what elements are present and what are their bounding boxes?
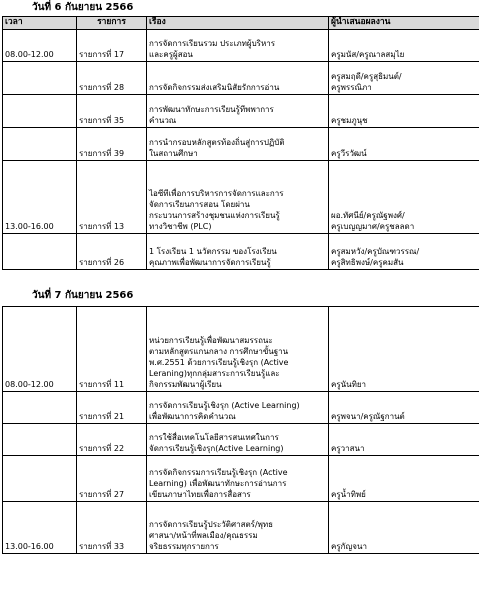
topic-cell: [147, 307, 329, 392]
day2-title: วันที่ 7 กันยายน 2566: [32, 290, 134, 301]
item-cell: รายการที่ 21: [77, 392, 147, 424]
topic-cell-line: จัดการเรียนการสอน โดยผ่าน: [149, 200, 250, 209]
item-cell: รายการที่ 17: [77, 30, 147, 62]
presenter-cell-line: ครูนันทิยา: [331, 380, 367, 389]
day2-schedule-table: [2, 306, 479, 554]
topic-cell-line: การพัฒนาทักษะการเรียนรู้ทีพพาการ: [149, 105, 274, 114]
item-cell: รายการที่ 27: [77, 456, 147, 502]
topic-cell-line: คำนวณ: [149, 116, 177, 125]
item-cell: รายการที่ 26: [77, 234, 147, 270]
presenter-cell: [329, 502, 479, 554]
table-row: [3, 128, 479, 161]
time-cell: 08.00-12.00: [3, 30, 77, 62]
topic-cell-line: และครูผู้สอน: [149, 50, 193, 59]
header-presenter: ผู้นำเสนอผลงาน: [329, 17, 479, 30]
time-cell: [3, 62, 77, 95]
topic-cell-line: การจัดการเรียนรู้เชิงรุก (Active Learning): [149, 401, 300, 410]
topic-cell-line: Leraning)ทุกกลุ่มสาระการเรียนรู้และ: [149, 369, 280, 378]
topic-cell: [147, 62, 329, 95]
topic-cell-line: การจัดการเรียนรู้ประวัติศาสตร์/พุทธ: [149, 520, 274, 529]
topic-cell: [147, 234, 329, 270]
time-cell: [3, 424, 77, 456]
presenter-cell-line: ครูสิทธิพงษ์/ครูคมสัน: [331, 258, 404, 267]
header-row: [3, 17, 479, 30]
presenter-cell-line: ครูมนัส/ครูณาลสมุไย: [331, 50, 405, 59]
topic-cell-line: คุณภาพเพื่อพัฒนาการจัดการเรียนรู้: [149, 258, 271, 267]
topic-cell-line: จริยธรรมทุกรายการ: [149, 542, 219, 551]
topic-cell-line: ศาสนา/หน้าที่พลเมือง/คุณธรรม: [149, 531, 258, 540]
topic-cell-line: เขียนภาษาไทยเพื่อการสื่อสาร: [149, 490, 251, 499]
presenter-cell: [329, 95, 479, 128]
presenter-cell-line: ครูพจนา/ครูณัฐกานต์: [331, 412, 405, 421]
presenter-cell-line: ครูวาสนา: [331, 444, 365, 453]
presenter-cell-line: ผอ.ทัศนีย์/ครูณัฐพงศ์/: [331, 211, 405, 220]
topic-cell-line: Learning) เพื่อพัฒนาทักษะการอ่านการ: [149, 479, 287, 488]
topic-cell-line: 1 โรงเรียน 1 นวัตกรรม ของโรงเรียน: [149, 247, 277, 256]
day1-schedule-table: [2, 16, 479, 270]
topic-cell: [147, 128, 329, 161]
presenter-cell-line: ครูพรรณิภา: [331, 83, 372, 92]
table-row: [3, 95, 479, 128]
presenter-cell-line: ครูน้ำทิพย์: [331, 490, 366, 499]
topic-cell: [147, 456, 329, 502]
table-row: [3, 424, 479, 456]
table-row: [3, 62, 479, 95]
topic-cell-line: หน่วยการเรียนรู้เพื่อพัฒนาสมรรถนะ: [149, 336, 273, 345]
item-cell: รายการที่ 35: [77, 95, 147, 128]
presenter-cell: [329, 128, 479, 161]
item-cell: รายการที่ 11: [77, 307, 147, 392]
table-row: [3, 392, 479, 424]
time-cell: [3, 128, 77, 161]
presenter-cell: [329, 62, 479, 95]
presenter-cell: [329, 234, 479, 270]
time-cell: [3, 95, 77, 128]
presenter-cell-line: ครูสมหวัง/ครูบัณฑวรรณ/: [331, 247, 420, 256]
topic-cell-line: จัดการเรียนรู้เชิงรุก(Active Learning): [149, 444, 284, 453]
time-cell: [3, 456, 77, 502]
time-cell: [3, 234, 77, 270]
topic-cell: [147, 30, 329, 62]
presenter-cell-line: ครูกัญจนา: [331, 542, 367, 551]
presenter-cell-line: ครูเบญญมาศ/ครูชลลดา: [331, 222, 415, 231]
topic-cell: [147, 424, 329, 456]
topic-cell-line: การจัดการเรียนรวม ประเภทผู้บริหาร: [149, 39, 276, 48]
item-cell: รายการที่ 22: [77, 424, 147, 456]
table-row: [3, 234, 479, 270]
time-cell: 13.00-16.00: [3, 502, 77, 554]
table-row: [3, 307, 479, 392]
item-cell: รายการที่ 28: [77, 62, 147, 95]
topic-cell-line: ในสถานศึกษา: [149, 149, 198, 158]
header-time: เวลา: [3, 17, 77, 30]
table-row: [3, 456, 479, 502]
presenter-cell: [329, 392, 479, 424]
presenter-cell: [329, 424, 479, 456]
time-cell: [3, 392, 77, 424]
topic-cell-line: การจัดกิจกรรมส่งเสริมนิสัยรักการอ่าน: [149, 83, 280, 92]
day1-title: วันที่ 6 กันยายน 2566: [32, 2, 134, 13]
item-cell: รายการที่ 33: [77, 502, 147, 554]
topic-cell-line: การใช้สื่อเทคโนโลยีสารสนเทศในการ: [149, 433, 279, 442]
presenter-cell: [329, 307, 479, 392]
topic-cell-line: ไอซีทีเพื่อการบริหารการจัดการและการ: [149, 189, 284, 198]
presenter-cell: [329, 456, 479, 502]
topic-cell-line: การจัดกิจกรรมการเรียนรู้เชิงรุก (Active: [149, 468, 288, 477]
topic-cell-line: เพื่อพัฒนาการคิดคำนวณ: [149, 412, 236, 421]
header-item: รายการ: [77, 17, 147, 30]
topic-cell: [147, 502, 329, 554]
item-cell: รายการที่ 13: [77, 161, 147, 234]
topic-cell: [147, 95, 329, 128]
topic-cell-line: ทางวิชาชีพ (PLC): [149, 222, 212, 231]
header-topic: เรื่อง: [147, 17, 329, 30]
presenter-cell: [329, 30, 479, 62]
time-cell: 13.00-16.00: [3, 161, 77, 234]
topic-cell-line: การนำกรอบหลักสูตรท้องถิ่นสู่การปฏิบัติ: [149, 138, 285, 147]
table-row: [3, 30, 479, 62]
table-row: [3, 502, 479, 554]
presenter-cell-line: ครูชมภูนุช: [331, 116, 368, 125]
topic-cell-line: กระบวนการสร้างชุมชนแห่งการเรียนรู้: [149, 211, 280, 220]
topic-cell: [147, 161, 329, 234]
table-row: [3, 161, 479, 234]
item-cell: รายการที่ 39: [77, 128, 147, 161]
topic-cell: [147, 392, 329, 424]
presenter-cell-line: ครูสมฤดี/ครูสุธิมนต์/: [331, 72, 402, 81]
topic-cell-line: ตามหลักสูตรแกนกลาง การศึกษาขั้นฐาน: [149, 347, 289, 356]
topic-cell-line: กิจกรรมพัฒนาผู้เรียน: [149, 380, 222, 389]
presenter-cell-line: ครูวีรวัฒน์: [331, 149, 367, 158]
topic-cell-line: พ.ศ.2551 ด้วยการเรียนรู้เชิงรุก (Active: [149, 358, 289, 367]
presenter-cell: [329, 161, 479, 234]
time-cell: 08.00-12.00: [3, 307, 77, 392]
